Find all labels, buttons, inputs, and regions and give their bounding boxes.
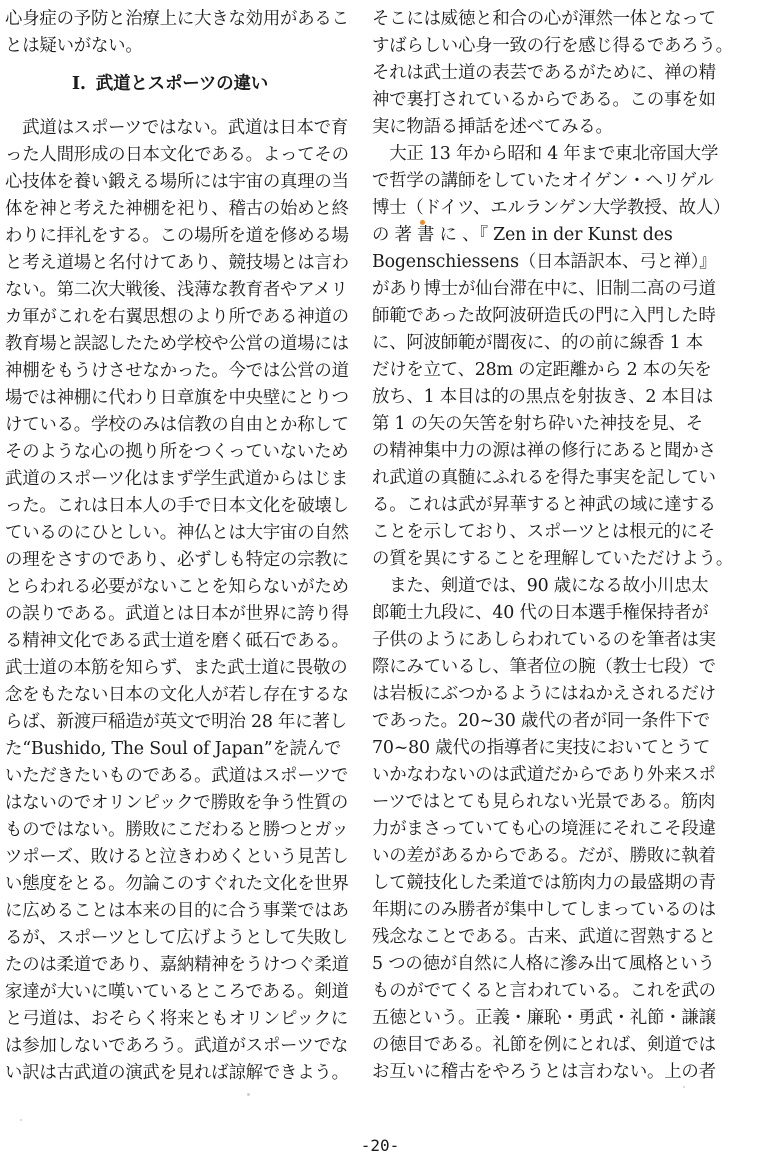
text-line: ーツではとても見られない光景である。筋肉 <box>372 792 716 812</box>
orange-mark-dot <box>420 220 425 225</box>
text-line: 心技体を養い鍛える場所には宇宙の真理の当 <box>5 172 349 192</box>
left-column <box>5 6 349 1087</box>
text-line: 師範であった故阿波研造氏の門に入門した時 <box>372 306 716 326</box>
text-line: 5 つの徳が自然に人格に滲み出て風格という <box>372 954 715 974</box>
text-line: 家達が大いに嘆いているところである。剣道 <box>5 982 349 1002</box>
text-line: いの差があるからである。だが、勝敗に執着 <box>372 846 716 866</box>
text-line: た“Bushido, The Soul of Japan”を読んで <box>5 739 342 759</box>
body-paragraph-left <box>5 115 349 1087</box>
text-line: わりに拝礼をする。この場所を道を修める場 <box>5 226 349 246</box>
text-line: 武道はスポーツではない。武道は日本で育 <box>5 118 349 138</box>
text-line: 実に物語る挿話を述べてみる。 <box>372 117 613 137</box>
section-title: 武道とスポーツの違い <box>95 74 269 94</box>
text-line: 第 1 の矢の矢筈を射ち砕いた神技を見、そ <box>372 414 703 434</box>
speck-mark <box>683 1086 685 1088</box>
text-line: であった。20~30 歳代の者が同一条件下で <box>372 711 711 731</box>
intro-paragraph <box>5 6 349 60</box>
speck-mark <box>247 1093 250 1096</box>
text-line: 神棚をもうけさせなかった。今では公営の道 <box>5 361 349 381</box>
text-line: 五徳という。正義・廉恥・勇武・礼節・謙譲 <box>372 1008 716 1028</box>
text-line: 体を神と考えた神棚を祀り、稽古の始めと終 <box>5 199 349 219</box>
section-heading <box>5 62 335 107</box>
text-line: に広めることは本来の目的に合う事業ではあ <box>5 901 349 921</box>
text-line: る精神文化である武士道を磨く砥石である。 <box>5 631 349 651</box>
text-line: らば、新渡戸稲造が英文で明治 28 年に著し <box>5 712 347 732</box>
text-line: は参加しないであろう。武道がスポーツでな <box>5 1036 349 1056</box>
text-line: そこには威徳と和合の心が渾然一体となって <box>372 9 716 29</box>
text-line: すばらしい心身一致の行を感じ得るであろう。 <box>372 36 733 56</box>
text-line: る。これは武が昇華すると神武の域に達する <box>372 495 716 515</box>
text-line: 年期にのみ勝者が集中してしまっているのは <box>372 900 716 920</box>
text-line: があり博士が仙台滞在中に、旧制二高の弓道 <box>372 279 716 299</box>
text-line: 力がまさっていても心の境涯にそれこそ段違 <box>372 819 716 839</box>
text-line: たのは柔道であり、嘉納精神をうけつぐ柔道 <box>5 955 349 975</box>
text-line: Bogenschiessens（日本語訳本、弓と禅）』 <box>372 252 717 272</box>
text-line: また、剣道では、90 歳になる故小川忠太 <box>372 576 709 596</box>
text-line: の 著 書 に 、『 Zen in der Kunst des <box>372 225 673 245</box>
text-line: して競技化した柔道では筋肉力の最盛期の青 <box>372 873 716 893</box>
text-line: ものがでてくると言われている。これを武の <box>372 981 716 1001</box>
text-line: とは疑いがない。 <box>5 36 143 56</box>
text-line: に、阿波師範が闇夜に、的の前に線香 1 本 <box>372 333 703 353</box>
text-line: 大正 13 年から昭和 4 年まで東北帝国大学 <box>372 144 719 164</box>
text-line: で哲学の講師をしていたオイゲン・ヘリゲル <box>372 171 714 191</box>
text-line: 際にみているし、筆者位の腕（教士七段）で <box>372 657 716 677</box>
text-line: 博士（ドイツ、エルランゲン大学教授、故人） <box>372 198 731 218</box>
text-line: 放ち、1 本目は的の黒点を射抜き、2 本目は <box>372 387 714 407</box>
text-line: 場では神棚に代わり日章旗を中央壁にとりつ <box>5 388 349 408</box>
body-paragraph-right <box>372 6 734 1086</box>
text-line: 武道のスポーツ化はまず学生武道からはじま <box>5 469 349 489</box>
text-line: お互いに稽古をやろうとは言わない。上の者 <box>372 1062 716 1082</box>
text-line: るが、スポーツとして広げようとして失敗し <box>5 928 349 948</box>
text-line: ものではない。勝敗にこだわると勝つとガッ <box>5 820 349 840</box>
speck-mark <box>20 1119 22 1121</box>
text-line: の徳目である。礼節を例にとれば、剣道では <box>372 1035 716 1055</box>
text-line: 70~80 歳代の指導者に実技においてとうて <box>372 738 711 758</box>
text-line: の精神集中力の源は禅の修行にあると聞かさ <box>372 441 716 461</box>
text-line: 心身症の予防と治療上に大きな効用があるこ <box>5 9 349 29</box>
text-line: 神で裏打されているからである。この事を如 <box>372 90 716 110</box>
text-line: った人間形成の日本文化である。よってその <box>5 145 349 165</box>
text-line: いかなわないのは武道だからであり外来スポ <box>372 765 716 785</box>
text-line: 子供のようにあしらわれているのを筆者は実 <box>372 630 716 650</box>
text-line: ない。第二次大戦後、浅薄な教育者やアメリ <box>5 280 348 300</box>
text-line: それは武士道の表芸であるがために、禅の精 <box>372 63 716 83</box>
section-numeral: I. <box>71 74 86 94</box>
page-number: -20- <box>360 1136 400 1155</box>
text-line: い訳は古武道の演武を見れば諒解できよう。 <box>5 1063 349 1083</box>
text-line: だけを立て、28m の定距離から 2 本の矢を <box>372 360 712 380</box>
text-line: 郎範士九段に、40 代の日本選手権保持者が <box>372 603 709 623</box>
text-line: はないのでオリンピックで勝敗を争う性質の <box>5 793 349 813</box>
text-line: ことを示しており、スポーツとは根元的にそ <box>372 522 716 542</box>
text-line: と弓道は、おそらく将来ともオリンピックに <box>5 1009 349 1029</box>
text-line: けている。学校のみは信教の自由とか称して <box>5 415 349 435</box>
right-column <box>372 6 734 1086</box>
text-line: は岩板にぶつかるようにはねかえされるだけ <box>372 684 716 704</box>
text-line: の質を異にすることを理解していただけよう。 <box>372 549 734 569</box>
text-line: った。これは日本人の手で日本文化を破壊し <box>5 496 349 516</box>
text-line: の理をさすのであり、必ずしも特定の宗教に <box>5 550 349 570</box>
text-line: と考え道場と名付けてあり、競技場とは言わ <box>5 253 349 273</box>
text-line: カ軍がこれを右翼思想のより所である神道の <box>5 307 349 327</box>
text-line: れ武道の真髄にふれるを得た事実を記してい <box>372 468 716 488</box>
text-line: 残念なことである。古来、武道に習熟すると <box>372 927 716 947</box>
text-line: ツポーズ、敗けると泣きわめくという見苦し <box>5 847 349 867</box>
text-line: いただきたいものである。武道はスポーツで <box>5 766 349 786</box>
text-line: そのような心の拠り所をつくっていないため <box>5 442 349 462</box>
text-line: 教育場と誤認したため学校や公営の道場には <box>5 334 349 354</box>
text-line: 念をもたない日本の文化人が若し存在するな <box>5 685 349 705</box>
text-line: い態度をとる。勿論このすぐれた文化を世界 <box>5 874 349 894</box>
text-line: ているのにひとしい。神仏とは大宇宙の自然 <box>5 523 349 543</box>
text-line: 武士道の本筋を知らず、また武士道に畏敬の <box>5 658 348 678</box>
text-line: の誤りである。武道とは日本が世界に誇り得 <box>5 604 349 624</box>
text-line: とらわれる必要がないことを知らないがため <box>5 577 349 597</box>
